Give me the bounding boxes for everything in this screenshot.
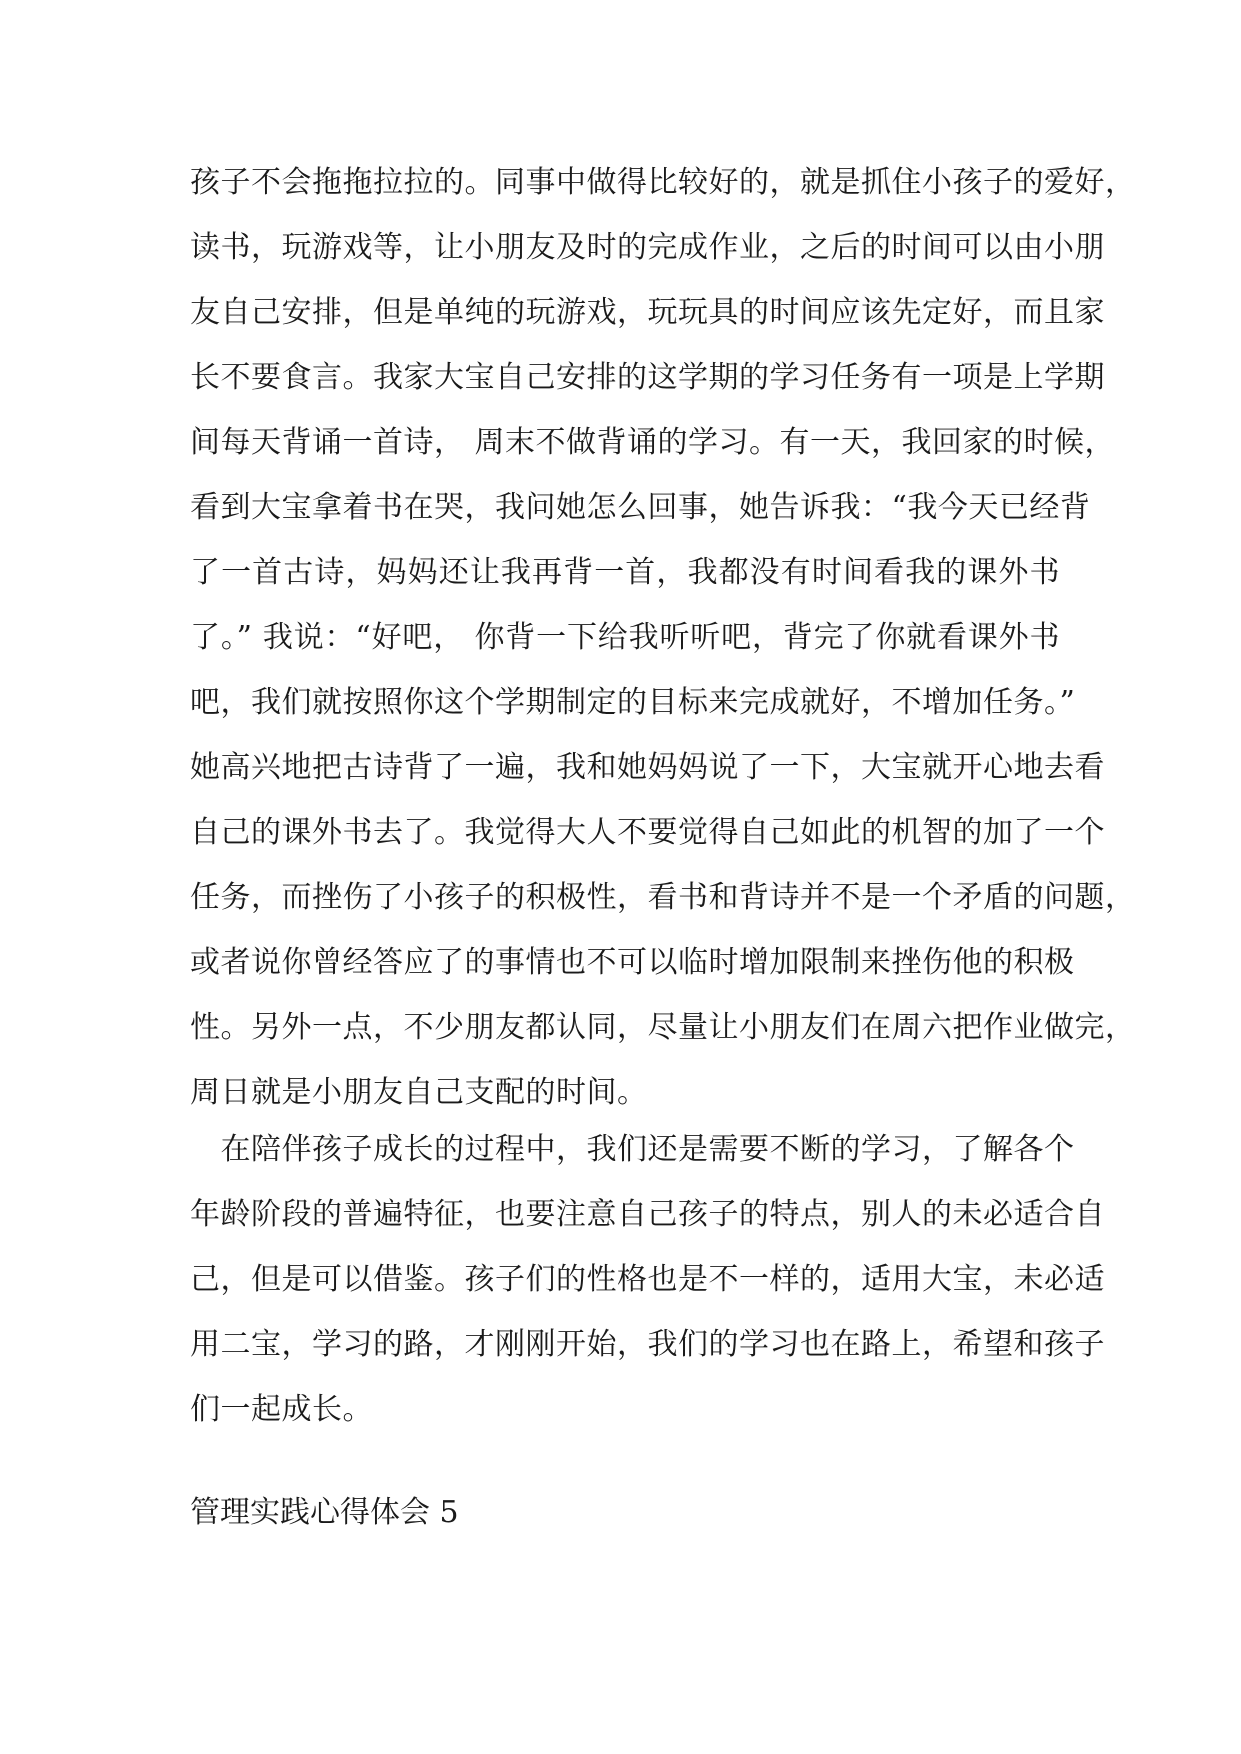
text-line: 吧，我们就按照你这个学期制定的目标来完成就好，不增加任务。” xyxy=(190,685,1076,720)
text-line: 了。” 我说：“好吧， 你背一下给我听听吧，背完了你就看课外书 xyxy=(190,620,1060,655)
text-line: 读书，玩游戏等，让小朋友及时的完成作业，之后的时间可以由小朋 xyxy=(190,230,1105,265)
text-line: 看到大宝拿着书在哭，我问她怎么回事，她告诉我：“我今天已经背 xyxy=(190,490,1091,525)
text-line: 们一起成长。 xyxy=(190,1392,373,1427)
text-line: 己，但是可以借鉴。孩子们的性格也是不一样的，适用大宝，未必适 xyxy=(190,1262,1105,1297)
text-line: 间每天背诵一首诗， 周末不做背诵的学习。有一天，我回家的时候， xyxy=(190,425,1116,460)
section-heading: 管理实践心得体会 5 xyxy=(190,1495,459,1530)
text-line: 年龄阶段的普遍特征，也要注意自己孩子的特点，别人的未必适合自 xyxy=(190,1197,1105,1232)
text-line: 或者说你曾经答应了的事情也不可以临时增加限制来挫伤他的积极 xyxy=(190,945,1075,980)
text-line: 长不要食言。我家大宝自己安排的这学期的学习任务有一项是上学期 xyxy=(190,360,1105,395)
text-line: 她高兴地把古诗背了一遍，我和她妈妈说了一下，大宝就开心地去看 xyxy=(190,750,1105,785)
text-line: 任务，而挫伤了小孩子的积极性，看书和背诗并不是一个矛盾的问题， xyxy=(190,880,1136,915)
paragraph-2 xyxy=(190,1117,1105,1442)
text-line: 性。另外一点，不少朋友都认同，尽量让小朋友们在周六把作业做完， xyxy=(190,1010,1136,1045)
text-line: 自己的课外书去了。我觉得大人不要觉得自己如此的机智的加了一个 xyxy=(190,815,1105,850)
text-line: 孩子不会拖拖拉拉的。同事中做得比较好的，就是抓住小孩子的爱好， xyxy=(190,165,1136,200)
text-line: 在陪伴孩子成长的过程中，我们还是需要不断的学习，了解各个 xyxy=(190,1132,1075,1167)
text-line: 友自己安排，但是单纯的玩游戏，玩玩具的时间应该先定好，而且家 xyxy=(190,295,1105,330)
text-line: 了一首古诗，妈妈还让我再背一首，我都没有时间看我的课外书 xyxy=(190,555,1060,590)
text-line: 用二宝，学习的路，才刚刚开始，我们的学习也在路上，希望和孩子 xyxy=(190,1327,1105,1362)
paragraph-1 xyxy=(190,150,1136,1125)
text-line: 周日就是小朋友自己支配的时间。 xyxy=(190,1075,648,1110)
